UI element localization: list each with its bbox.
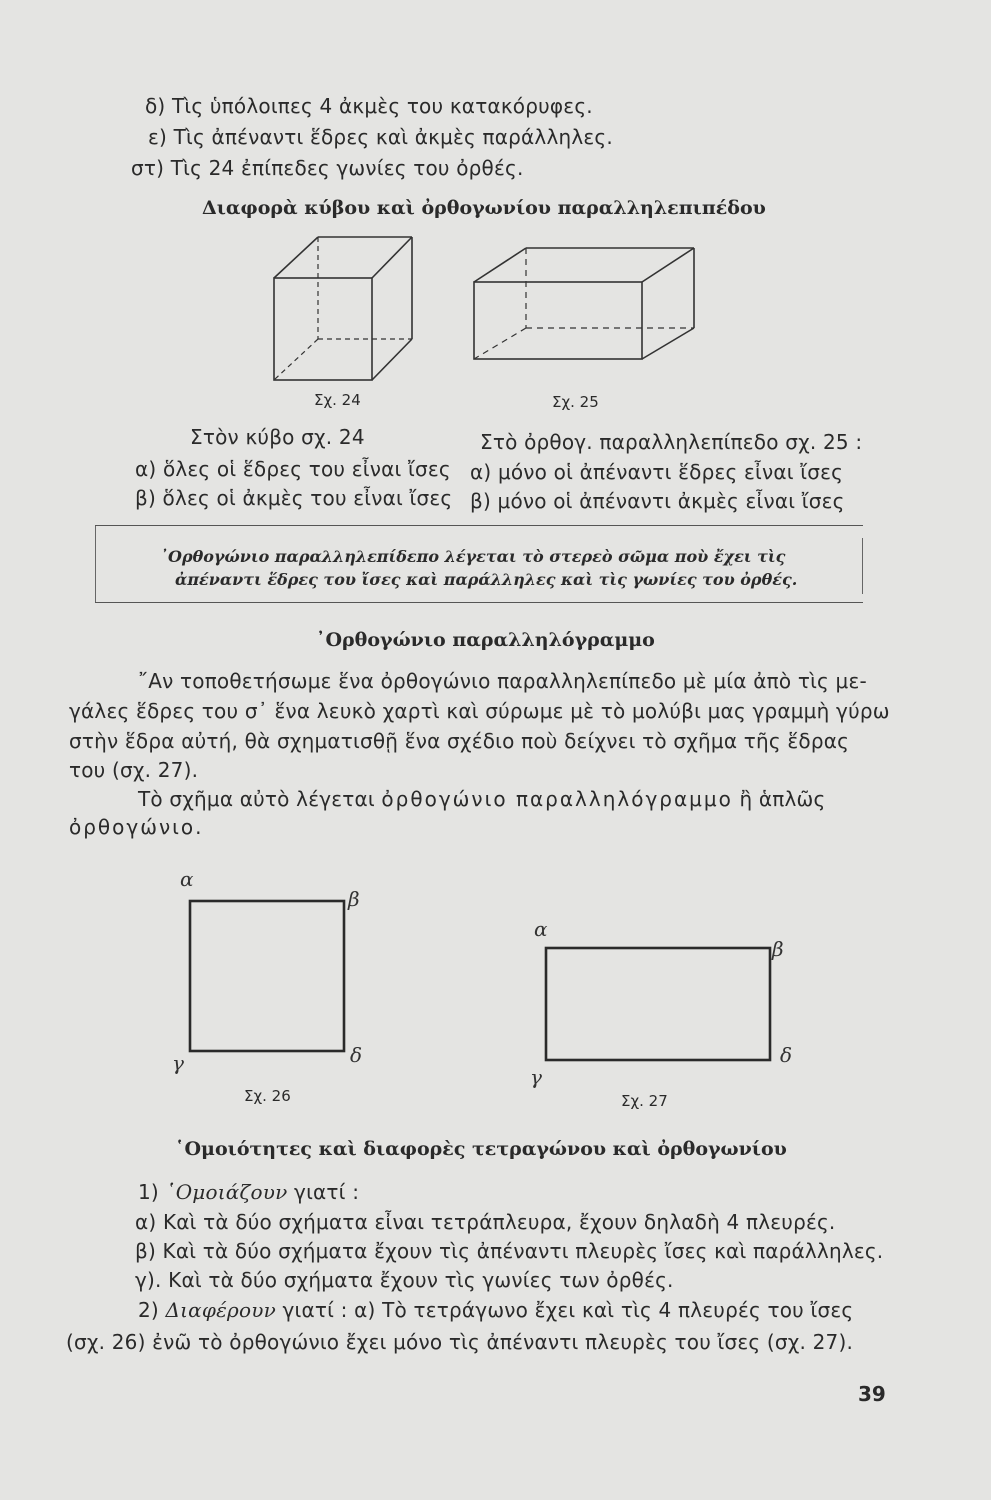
paragraph-text: Τὸ σχῆμα αὐτὸ λέγεται (138, 787, 375, 811)
similar-item-g: γ). Καὶ τὰ δύο σχήματα ἔχουν τὶς γωνίες των ὀρθές. (135, 1268, 674, 1292)
prism-title: Στὸ ὀρθογ. παραλληλεπίπεδο σχ. 25 : (480, 430, 863, 454)
figure-24-caption: Σχ. 24 (314, 391, 361, 409)
list-marker: 1) (138, 1180, 159, 1204)
corner-label-b: β (772, 937, 784, 961)
similar-item-a: α) Καὶ τὰ δύο σχήματα εἶναι τετράπλευρα, ἔχουν δηλαδὴ 4 πλευρές. (135, 1210, 836, 1234)
corner-label-a: α (180, 870, 194, 891)
prism-point-b: β) μόνο οἱ ἀπέναντι ἀκμὲς εἶναι ἴσες (470, 489, 845, 513)
list-item-d (145, 94, 593, 118)
figure-26-caption: Σχ. 26 (244, 1087, 291, 1105)
paragraph-2-line-1 (138, 787, 825, 811)
heading-similarities: ῾Ομοιότητες καὶ διαφορὲς τετραγώνου καὶ ὀρθογωνίου (175, 1138, 787, 1160)
paragraph-line: ῎Αν τοποθετήσωμε ἕνα ὀρθογώνιο παραλληλεπίπεδο μὲ μία ἀπὸ τὶς με- (138, 669, 867, 693)
paragraph-text: ἢ ἁπλῶς (739, 787, 826, 811)
square-figure (170, 870, 370, 1080)
list-text: γιατί : α) Τὸ τετράγωνο ἔχει καὶ τὶς 4 πλευρές του ἴσες (282, 1298, 854, 1322)
prism-point-a: α) μόνο οἱ ἀπέναντι ἕδρες εἶναι ἴσες (470, 460, 844, 484)
definition-line-2: ἀπέναντι ἕδρες του ἴσες καὶ παράλληλες καὶ τὶς γωνίες του ὀρθές. (175, 570, 798, 589)
emphasis-word: Διαφέρουν (165, 1298, 276, 1322)
list-marker: δ) (145, 94, 166, 118)
cube-title: Στὸν κύβο σχ. 24 (190, 425, 365, 449)
page-number: 39 (858, 1382, 886, 1406)
list-text: γιατί : (294, 1180, 360, 1204)
rectangle-figure (526, 920, 806, 1090)
list-marker: 2) (138, 1298, 159, 1322)
figure-25-caption: Σχ. 25 (552, 393, 599, 411)
list-marker: ε) (148, 125, 168, 149)
definition-line-1: ᾿Ορθογώνιο παραλληλεπίδεπο λέγεται τὸ στερεὸ σῶμα ποὺ ἔχει τὶς (160, 547, 786, 566)
term-rectangle-short: ὀρθογώνιο. (69, 815, 204, 839)
differ-line-2: (σχ. 26) ἐνῶ τὸ ὀρθογώνιο ἔχει μόνο τὶς ἀπέναντι πλευρὲς του ἴσες (σχ. 27). (66, 1330, 854, 1354)
list-text: Τὶς ἀπέναντι ἕδρες καὶ ἀκμὲς παράλληλες. (173, 125, 613, 149)
corner-label-a: α (534, 920, 548, 941)
corner-label-b: β (348, 887, 360, 911)
heading-cube-vs-prism: Διαφορὰ κύβου καὶ ὀρθογωνίου παραλληλεπιπέδου (202, 197, 766, 219)
list-text: Τὶς ὑπόλοιπες 4 ἀκμὲς του κατακόρυφες. (172, 94, 593, 118)
figure-27-caption: Σχ. 27 (621, 1092, 668, 1110)
corner-label-g: γ (530, 1065, 542, 1089)
emphasis-word: ῾Ομοιάζουν (165, 1180, 288, 1204)
list-item-e (148, 125, 613, 149)
list-marker: στ) (131, 156, 165, 180)
cube-point-a: α) ὅλες οἱ ἕδρες του εἶναι ἴσες (135, 457, 451, 481)
paragraph-line: του (σχ. 27). (69, 758, 199, 782)
list-text: Τὶς 24 ἐπίπεδες γωνίες του ὀρθές. (170, 156, 524, 180)
heading-rectangle: ᾿Ορθογώνιο παραλληλόγραμμο (316, 629, 655, 651)
cube-figure (268, 228, 418, 388)
term-rectangle: ὀρθογώνιο παραλληλόγραμμο (381, 787, 733, 811)
paragraph-line: γάλες ἕδρες του σ᾿ ἕνα λευκὸ χαρτὶ καὶ σύρωμε μὲ τὸ μολύβι μας γραμμὴ γύρω (69, 699, 890, 723)
cube-point-b: β) ὅλες οἱ ἀκμὲς του εἶναι ἴσες (135, 486, 453, 510)
differ-lead (138, 1298, 853, 1322)
paragraph-line: στὴν ἕδρα αὐτή, θὰ σχηματισθῇ ἕνα σχέδιο ποὺ δείχνει τὸ σχῆμα τῆς ἕδρας (69, 729, 850, 753)
list-item-st (131, 156, 524, 180)
prism-figure (470, 240, 700, 364)
corner-label-d: δ (350, 1043, 363, 1067)
corner-label-g: γ (172, 1051, 184, 1075)
corner-label-d: δ (780, 1043, 793, 1067)
similar-item-b: β) Καὶ τὰ δύο σχήματα ἔχουν τὶς ἀπέναντι πλευρὲς ἴσες καὶ παράλληλες. (135, 1239, 884, 1263)
similar-lead (138, 1180, 359, 1204)
